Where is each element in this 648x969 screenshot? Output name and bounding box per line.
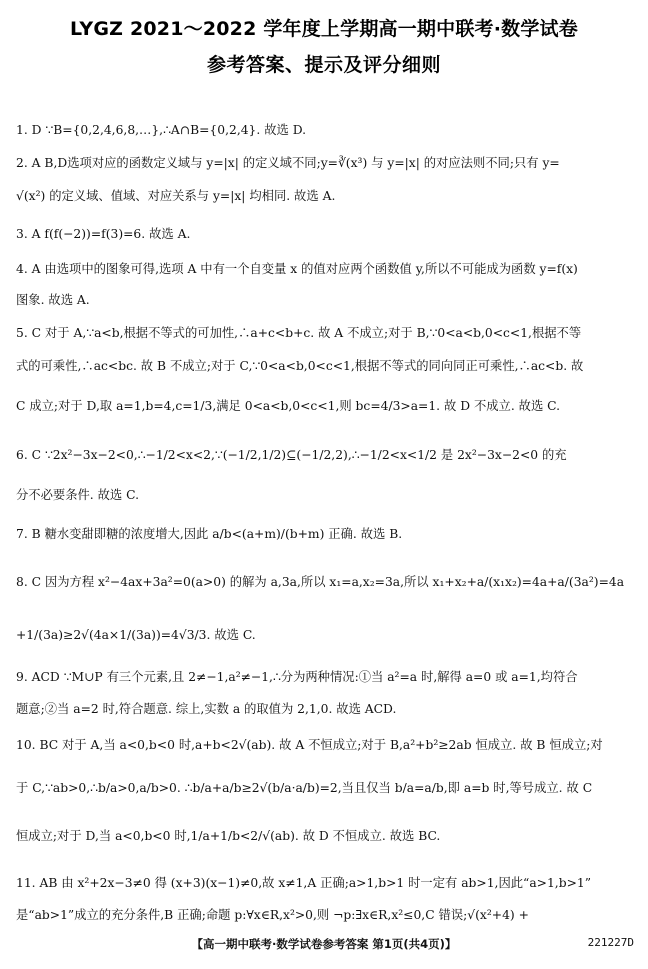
answer-line: 6. C ∵2x²−3x−2<0,∴−1/2<x<2,∵(−1/2,1/2)⊆(−1/2,2),∴−1/2<x<1/2 是 2x²−3x−2<0 的充 — [16, 448, 567, 462]
answer-line: 式的可乘性,∴ac<bc. 故 B 不成立;对于 C,∵0<a<b,0<c<1,根据不等式的同向同正可乘性,∴ac<b. 故 — [16, 359, 584, 373]
page-subtitle: 参考答案、提示及评分细则 — [206, 54, 441, 76]
answer-line: 5. C 对于 A,∵a<b,根据不等式的可加性,∴a+c<b+c. 故 A 不成立;对于 B,∵0<a<b,0<c<1,根据不等 — [16, 326, 582, 340]
answer-line: 2. A B,D选项对应的函数定义域与 y=|x| 的定义域不同;y=∛(x³) 与 y=|x| 的对应法则不同;只有 y= — [16, 156, 560, 170]
answer-line: +1/(3a)≥2√(4a×1/(3a))=4√3/3. 故选 C. — [16, 628, 256, 642]
answer-line: 分不必要条件. 故选 C. — [16, 488, 139, 502]
page-footer — [0, 936, 648, 954]
answer-line: 于 C,∵ab>0,∴b/a>0,a/b>0. ∴b/a+a/b≥2√(b/a·a/b)=2,当且仅当 b/a=a/b,即 a=b 时,等号成立. 故 C — [16, 781, 593, 795]
answer-line: 11. AB 由 x²+2x−3≠0 得 (x+3)(x−1)≠0,故 x≠1,A 正确;a>1,b>1 时一定有 ab>1,因此“a>1,b>1” — [16, 876, 591, 890]
footer-page-info: 【高一期中联考·数学试卷参考答案 第1页(共4页)】 — [191, 937, 457, 951]
answer-line: 恒成立;对于 D,当 a<0,b<0 时,1/a+1/b<2/√(ab). 故 D 不恒成立. 故选 BC. — [16, 829, 441, 843]
answer-line: 题意;②当 a=2 时,符合题意. 综上,实数 a 的取值为 2,1,0. 故选 ACD. — [16, 702, 397, 716]
answer-line: 8. C 因为方程 x²−4ax+3a²=0(a>0) 的解为 a,3a,所以 x₁=a,x₂=3a,所以 x₁+x₂+a/(x₁x₂)=4a+a/(3a²)=4a — [16, 575, 625, 589]
answer-line: 图象. 故选 A. — [16, 293, 90, 307]
answer-line: 4. A 由选项中的图象可得,选项 A 中有一个自变量 x 的值对应两个函数值 y,所以不可能成为函数 y=f(x) — [16, 262, 578, 276]
answer-line: 9. ACD ∵M∪P 有三个元素,且 2≠−1,a²≠−1,∴分为两种情况:①当 a²=a 时,解得 a=0 或 a=1,均符合 — [16, 670, 578, 684]
footer-code: 221227D — [587, 936, 634, 949]
page-title: LYGZ 2021～2022 学年度上学期高一期中联考·数学试卷 — [70, 18, 578, 40]
answer-line: 10. BC 对于 A,当 a<0,b<0 时,a+b<2√(ab). 故 A 不恒成立;对于 B,a²+b²≥2ab 恒成立. 故 B 恒成立;对 — [16, 738, 603, 752]
answer-line: C 成立;对于 D,取 a=1,b=4,c=1/3,满足 0<a<b,0<c<1,则 bc=4/3>a=1. 故 D 不成立. 故选 C. — [16, 399, 561, 413]
answer-line: 3. A f(f(−2))=f(3)=6. 故选 A. — [16, 227, 191, 241]
answer-line: 1. D ∵B={0,2,4,6,8,…},∴A∩B={0,2,4}. 故选 D. — [16, 123, 307, 137]
answer-line: √(x²) 的定义域、值域、对应关系与 y=|x| 均相同. 故选 A. — [16, 189, 336, 203]
answer-line: 是“ab>1”成立的充分条件,B 正确;命题 p:∀x∈R,x²>0,则 ¬p:∃x∈R,x²≤0,C 错误;√(x²+4) + — [16, 908, 529, 922]
answer-line: 7. B 糖水变甜即糖的浓度增大,因此 a/b<(a+m)/(b+m) 正确. 故选 B. — [16, 527, 403, 541]
